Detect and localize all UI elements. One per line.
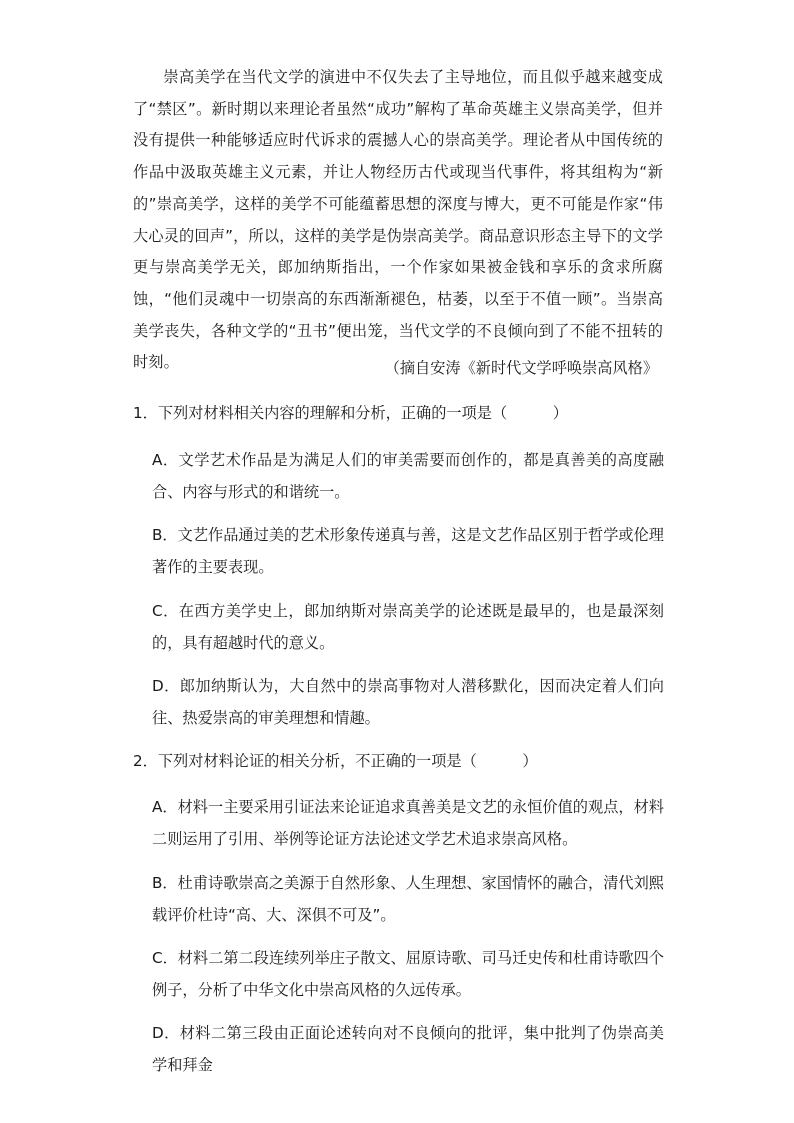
question-2-option-b: B．杜甫诗歌崇高之美源于自然形象、人生理想、家国情怀的融合，清代刘熙载评价杜诗“高、大、深俱不可及”。 — [152, 874, 664, 924]
question-1-stem: 1．下列对材料相关内容的理解和分析，正确的一项是（ ） — [133, 404, 568, 422]
question-1-option-a: A．文学艺术作品是为满足人们的审美需要而创作的，都是真善美的高度融合、内容与形式的和谐统一。 — [152, 451, 664, 501]
passage-source: （摘自安涛《新时代文学呼唤崇高风格》 — [384, 359, 658, 377]
question-2-option-c: C．材料二第二段连续列举庄子散文、屈原诗歌、司马迁史传和杜甫诗歌四个例子，分析了中华文化中崇高风格的久远传承。 — [152, 949, 664, 999]
question-2-stem: 2．下列对材料论证的相关分析，不正确的一项是（ ） — [133, 752, 538, 770]
question-2-option-a: A．材料一主要采用引证法来论证追求真善美是文艺的永恒价值的观点，材料二则运用了引用、举例等论证方法论述文学艺术追求崇高风格。 — [152, 798, 664, 848]
question-1-option-d: D．郎加纳斯认为，大自然中的崇高事物对人潜移默化，因而决定着人们向往、热爱崇高的审美理想和情趣。 — [152, 677, 664, 727]
question-1-option-b: B．文艺作品通过美的艺术形象传递真与善，这是文艺作品区别于哲学或伦理著作的主要表现。 — [152, 526, 664, 576]
question-2-option-d: D．材料二第三段由正面论述转向对不良倾向的批评，集中批判了伪崇高美学和拜金 — [152, 1024, 664, 1074]
passage-paragraph: 崇高美学在当代文学的演进中不仅失去了主导地位，而且似乎越来越变成了“禁区”。新时期以来理论者虽然“成功”解构了革命英雄主义崇高美学，但并没有提供一种能够适应时代诉求的震撼人心的崇高美学。理论者从中国传统的作品中汲取英雄主义元素，并让人物经历古代或现当代事件，将其组构为“新的”崇高美学，这样的美学不可能蕴蓄思想的深度与博大，更不可能是作家“伟大心灵的回声”，所以，这样的美学是伪崇高美学。商品意识形态主导下的文学更与崇高美学无关，郎加纳斯指出，一个作家如果被金钱和享乐的贪求所腐蚀，“他们灵魂中一切崇高的东西渐渐褪色，枯萎，以至于不值一顾”。当崇高美学丧失，各种文学的“丑书”便出笼，当代文学的不良倾向到了不能不扭转的时刻。 — [133, 68, 663, 372]
question-1-option-c: C．在西方美学史上，郎加纳斯对崇高美学的论述既是最早的，也是最深刻的，具有超越时代的意义。 — [152, 602, 664, 652]
